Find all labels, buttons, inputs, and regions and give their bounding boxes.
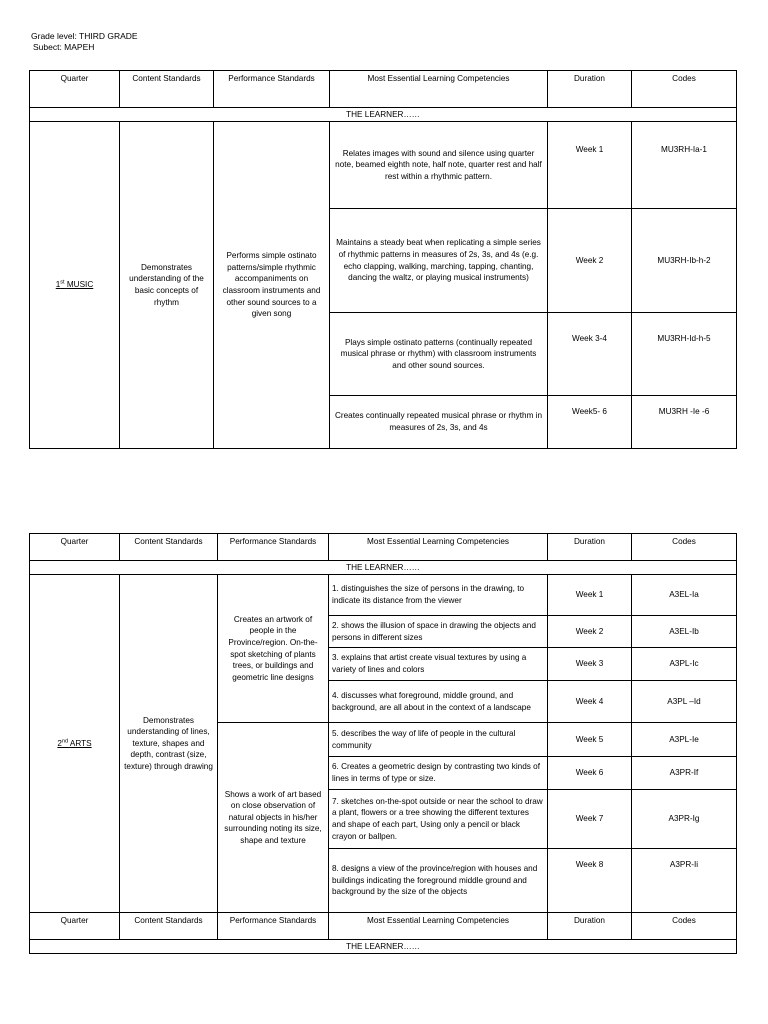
col-content-standards: Content Standards (120, 913, 218, 940)
learner-row (30, 561, 737, 575)
col-codes: Codes (632, 71, 737, 108)
col-performance-standards: Performance Standards (218, 534, 329, 561)
col-performance-standards: Performance Standards (214, 71, 330, 108)
duration: Week 3-4 (548, 313, 632, 396)
competency: Maintains a steady beat when replicating a simple series of rhythmic patterns in measures of 2s, 3s, and 4s (e.g. echo clapping, walking, marching, tapping, chanting, dancing the waltz, or playing musical instruments) (330, 209, 548, 313)
col-quarter: Quarter (30, 534, 120, 561)
column-header-row (30, 534, 737, 561)
duration: Week5- 6 (548, 396, 632, 449)
competency: Creates continually repeated musical phrase or rhythm in measures of 2s, 3s, and 4s (330, 396, 548, 449)
col-content-standards: Content Standards (120, 534, 218, 561)
duration: Week 2 (548, 209, 632, 313)
code: A3PR-Ii (632, 849, 737, 913)
grade-level: Grade level: THIRD GRADE (31, 31, 138, 41)
code: A3PL-Ic (632, 648, 737, 681)
col-duration: Duration (548, 913, 632, 940)
competency: 8. designs a view of the province/region with houses and buildings indicating the foreground middle ground and background by the size of the objects (329, 849, 548, 913)
duration: Week 6 (548, 757, 632, 790)
learner-row (30, 108, 737, 122)
duration: Week 7 (548, 790, 632, 849)
competency: 7. sketches on-the-spot outside or near the school to draw a plant, flowers or a tree showing the different textures and shape of each part, Using only a pencil or black crayon or ballpen. (329, 790, 548, 849)
competency: 3. explains that artist create visual textures by using a variety of lines and colors (329, 648, 548, 681)
duration: Week 8 (548, 849, 632, 913)
code: A3PL-Ie (632, 723, 737, 757)
code: A3EL-Ib (632, 616, 737, 648)
learner-label: THE LEARNER…… (30, 108, 737, 122)
performance-standard: Performs simple ostinato patterns/simple rhythmic accompaniments on classroom instruments and other sound sources to a given song (214, 122, 330, 449)
code: MU3RH-Id-h-5 (632, 313, 737, 396)
col-competencies: Most Essential Learning Competencies (330, 71, 548, 108)
competency: 2. shows the illusion of space in drawing the objects and persons in different sizes (329, 616, 548, 648)
code: MU3RH-Ia-1 (632, 122, 737, 209)
col-competencies: Most Essential Learning Competencies (329, 534, 548, 561)
music-curriculum-table (29, 70, 737, 449)
duration: Week 3 (548, 648, 632, 681)
col-duration: Duration (548, 534, 632, 561)
learner-label: THE LEARNER…… (30, 940, 737, 954)
col-quarter: Quarter (30, 71, 120, 108)
learner-row (30, 940, 737, 954)
duration: Week 2 (548, 616, 632, 648)
quarter-label: 1st MUSIC (55, 279, 94, 290)
col-duration: Duration (548, 71, 632, 108)
learner-label: THE LEARNER…… (30, 561, 737, 575)
col-codes: Codes (632, 534, 737, 561)
col-codes: Codes (632, 913, 737, 940)
competency: 1. distinguishes the size of persons in the drawing, to indicate its distance from the viewer (329, 575, 548, 616)
column-header-row (30, 913, 737, 940)
arts-curriculum-table (29, 533, 737, 954)
competency: 6. Creates a geometric design by contrasting two kinds of lines in terms of type or size. (329, 757, 548, 790)
competency: Plays simple ostinato patterns (continually repeated musical phrase or rhythm) with classroom instruments and other sound sources. (330, 313, 548, 396)
column-header-row (30, 71, 737, 108)
code: MU3RH-Ib-h-2 (632, 209, 737, 313)
quarter-cell (30, 575, 120, 913)
col-content-standards: Content Standards (120, 71, 214, 108)
code: A3EL-Ia (632, 575, 737, 616)
table-row (30, 122, 737, 209)
col-quarter: Quarter (30, 913, 120, 940)
code: A3PR-If (632, 757, 737, 790)
quarter-cell (30, 122, 120, 449)
competency: 5. describes the way of life of people in the cultural community (329, 723, 548, 757)
col-competencies: Most Essential Learning Competencies (329, 913, 548, 940)
code: MU3RH -Ie -6 (632, 396, 737, 449)
col-performance-standards: Performance Standards (218, 913, 329, 940)
performance-standard: Creates an artwork of people in the Province/region. On-the-spot sketching of plants trees, or buildings and geometric line designs (218, 575, 329, 723)
competency: 4. discusses what foreground, middle ground, and background, are all about in the context of a landscape (329, 681, 548, 723)
table-row (30, 575, 737, 616)
duration: Week 4 (548, 681, 632, 723)
content-standard: Demonstrates understanding of lines, texture, shapes and depth, contrast (size, texture) through drawing (120, 575, 218, 913)
duration: Week 1 (548, 575, 632, 616)
quarter-label: 2nd ARTS (57, 737, 92, 748)
code: A3PL –Id (632, 681, 737, 723)
performance-standard: Shows a work of art based on close observation of natural objects in his/her surrounding noting its size, shape and texture (218, 723, 329, 913)
code: A3PR-Ig (632, 790, 737, 849)
duration: Week 1 (548, 122, 632, 209)
duration: Week 5 (548, 723, 632, 757)
content-standard: Demonstrates understanding of the basic concepts of rhythm (120, 122, 214, 449)
competency: Relates images with sound and silence using quarter note, beamed eighth note, half note, quarter rest and half rest within a rhythmic pattern. (330, 122, 548, 209)
subject: Subect: MAPEH (33, 42, 95, 52)
